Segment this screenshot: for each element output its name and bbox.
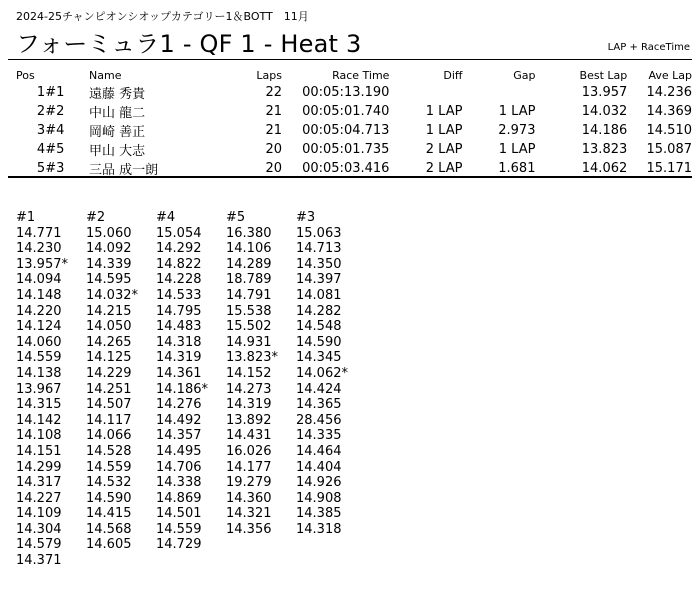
lap-column <box>86 210 156 553</box>
lap-time: 14.092 <box>86 241 132 257</box>
table-row <box>16 83 692 102</box>
lap-time: 14.276 <box>156 397 202 413</box>
lap-time: 14.230 <box>16 241 62 257</box>
lap-time: 14.559 <box>156 521 202 537</box>
cell-ave-lap: 14.510 <box>646 123 692 138</box>
cell-diff: 2 LAP <box>425 142 463 157</box>
col-header-pos: Pos <box>16 69 35 82</box>
lap-time: 14.335 <box>296 428 342 444</box>
lap-column <box>226 210 296 537</box>
lap-time: 14.289 <box>226 256 272 272</box>
lap-time: 14.791 <box>226 287 272 303</box>
cell-diff: 2 LAP <box>425 161 463 176</box>
lap-time: 14.265 <box>86 334 132 350</box>
lap-time: 14.590 <box>86 490 132 506</box>
lap-time: 14.507 <box>86 397 132 413</box>
cell-gap: 1.681 <box>498 161 536 176</box>
cell-diff: 1 LAP <box>425 104 463 119</box>
lap-column-header: #5 <box>226 210 246 225</box>
lap-column <box>16 210 86 569</box>
lap-time: 14.548 <box>296 319 342 335</box>
lap-time: 16.026 <box>226 443 272 459</box>
lap-time: 15.502 <box>226 319 272 335</box>
lap-time: 14.315 <box>16 397 62 413</box>
cell-ave-lap: 15.171 <box>646 161 692 176</box>
cell-driver-name: 岡崎 善正 <box>89 125 146 140</box>
cell-race-time: 00:05:01.740 <box>302 104 390 119</box>
lap-time: 18.789 <box>226 272 272 288</box>
lap-time: 14.371 <box>16 553 62 569</box>
lap-time: 14.151 <box>16 443 62 459</box>
cell-laps: 21 <box>265 104 282 119</box>
lap-time: 14.495 <box>156 443 202 459</box>
lap-time: 14.590 <box>296 334 342 350</box>
lap-time: 14.319 <box>156 350 202 366</box>
cell-gap <box>462 83 535 102</box>
cell-laps: 22 <box>265 85 282 100</box>
cell-car-number: #4 <box>45 123 65 138</box>
lap-time: 14.528 <box>86 443 132 459</box>
col-header-diff: Diff <box>443 69 463 82</box>
lap-time: 14.365 <box>296 397 342 413</box>
cell-pos: 1 <box>36 85 46 100</box>
event-subtitle: 2024-25チャンピオンシオップカテゴリー1＆BOTT 11月 <box>16 10 309 23</box>
lap-column <box>296 210 366 537</box>
cell-driver-name: 遠藤 秀貴 <box>89 87 146 102</box>
col-header-number <box>45 68 89 83</box>
lap-time: 13.892 <box>226 412 272 428</box>
lap-time: 14.361 <box>156 365 202 381</box>
col-header-race-time: Race Time <box>332 69 390 82</box>
lap-time: 14.771 <box>16 225 62 241</box>
table-row <box>16 121 692 140</box>
lap-column <box>156 210 226 553</box>
cell-car-number: #5 <box>45 142 65 157</box>
lap-time: 14.108 <box>16 428 62 444</box>
lap-time: 14.568 <box>86 521 132 537</box>
cell-race-time: 00:05:01.735 <box>302 142 390 157</box>
cell-race-time: 00:05:03.416 <box>302 161 390 176</box>
col-header-gap: Gap <box>513 69 536 82</box>
lap-time: 14.304 <box>16 521 62 537</box>
cell-gap: 1 LAP <box>498 104 536 119</box>
cell-best-lap: 13.823 <box>581 142 628 157</box>
lap-time: 14.081 <box>296 287 342 303</box>
lap-time: 14.152 <box>226 365 272 381</box>
lap-time: 14.228 <box>156 272 202 288</box>
lap-time: 14.251 <box>86 381 132 397</box>
lap-time: 14.415 <box>86 506 132 522</box>
lap-time: 14.385 <box>296 506 342 522</box>
cell-race-time: 00:05:04.713 <box>302 123 390 138</box>
cell-diff <box>389 83 462 102</box>
lap-time: 14.094 <box>16 272 62 288</box>
cell-pos: 4 <box>36 142 46 157</box>
lap-time: 14.050 <box>86 319 132 335</box>
col-header-ave-lap: Ave Lap <box>648 69 692 82</box>
lap-time: 14.501 <box>156 506 202 522</box>
cell-gap: 2.973 <box>498 123 536 138</box>
cell-pos: 3 <box>36 123 46 138</box>
lap-time: 14.559 <box>86 459 132 475</box>
lap-time: 14.357 <box>156 428 202 444</box>
lap-time: 14.032* <box>86 287 138 303</box>
cell-laps: 20 <box>265 161 282 176</box>
lap-time: 14.350 <box>296 256 342 272</box>
lap-time: 14.397 <box>296 272 342 288</box>
lap-time: 14.706 <box>156 459 202 475</box>
table-row <box>16 102 692 121</box>
lap-time: 14.822 <box>156 256 202 272</box>
cell-ave-lap: 14.369 <box>646 104 692 119</box>
cell-ave-lap: 15.087 <box>646 142 692 157</box>
cell-car-number: #2 <box>45 104 65 119</box>
results-header-row <box>16 68 692 83</box>
lap-time: 14.318 <box>156 334 202 350</box>
lap-time: 14.106 <box>226 241 272 257</box>
lap-time: 14.215 <box>86 303 132 319</box>
lap-time: 14.559 <box>16 350 62 366</box>
lap-time: 14.729 <box>156 537 202 553</box>
lap-time: 14.579 <box>16 537 62 553</box>
lap-time: 15.060 <box>86 225 132 241</box>
lap-time: 14.869 <box>156 490 202 506</box>
lap-time: 14.713 <box>296 241 342 257</box>
cell-driver-name: 中山 龍二 <box>89 106 146 121</box>
cell-best-lap: 13.957 <box>581 85 628 100</box>
report-mode-label: LAP + RaceTime <box>607 42 690 53</box>
cell-driver-name: 甲山 大志 <box>89 144 146 159</box>
lap-time: 14.321 <box>226 506 272 522</box>
lap-time: 15.054 <box>156 225 202 241</box>
lap-time: 14.060 <box>16 334 62 350</box>
lap-time: 14.338 <box>156 475 202 491</box>
lap-time: 14.492 <box>156 412 202 428</box>
lap-time: 13.967 <box>16 381 62 397</box>
cell-best-lap: 14.032 <box>581 104 628 119</box>
results-divider <box>8 176 692 178</box>
col-header-best-lap: Best Lap <box>579 69 628 82</box>
lap-time: 14.148 <box>16 287 62 303</box>
lap-time: 14.138 <box>16 365 62 381</box>
lap-time: 14.292 <box>156 241 202 257</box>
lap-time: 14.345 <box>296 350 342 366</box>
cell-car-number: #3 <box>45 161 65 176</box>
lap-time: 14.177 <box>226 459 272 475</box>
lap-column-header: #3 <box>296 210 316 225</box>
cell-laps: 21 <box>265 123 282 138</box>
lap-time: 15.063 <box>296 225 342 241</box>
lap-column-header: #4 <box>156 210 176 225</box>
lap-time: 14.360 <box>226 490 272 506</box>
lap-time: 14.062* <box>296 365 348 381</box>
lap-time: 14.273 <box>226 381 272 397</box>
lap-time: 14.926 <box>296 475 342 491</box>
lap-time: 14.317 <box>16 475 62 491</box>
lap-time: 14.483 <box>156 319 202 335</box>
lap-time: 14.605 <box>86 537 132 553</box>
lap-time: 14.125 <box>86 350 132 366</box>
lap-time: 14.109 <box>16 506 62 522</box>
cell-race-time: 00:05:13.190 <box>302 85 390 100</box>
lap-time: 14.318 <box>296 521 342 537</box>
lap-time: 14.186* <box>156 381 208 397</box>
lap-time: 16.380 <box>226 225 272 241</box>
lap-time: 14.319 <box>226 397 272 413</box>
lap-time: 14.227 <box>16 490 62 506</box>
cell-ave-lap: 14.236 <box>646 85 692 100</box>
cell-car-number: #1 <box>45 85 65 100</box>
lap-time: 14.908 <box>296 490 342 506</box>
lap-time: 14.404 <box>296 459 342 475</box>
lap-time: 14.464 <box>296 443 342 459</box>
lap-time: 13.823* <box>226 350 278 366</box>
lap-column-header: #1 <box>16 210 36 225</box>
lap-time: 14.795 <box>156 303 202 319</box>
cell-pos: 5 <box>36 161 46 176</box>
lap-time: 14.533 <box>156 287 202 303</box>
page-title: フォーミュラ1 - QF 1 - Heat 3 <box>16 30 362 58</box>
cell-pos: 2 <box>36 104 46 119</box>
cell-diff: 1 LAP <box>425 123 463 138</box>
lap-column-header: #2 <box>86 210 106 225</box>
lap-time: 14.931 <box>226 334 272 350</box>
lap-time: 14.339 <box>86 256 132 272</box>
lap-time: 14.532 <box>86 475 132 491</box>
lap-time: 14.595 <box>86 272 132 288</box>
lap-time: 13.957* <box>16 256 68 272</box>
lap-time: 14.229 <box>86 365 132 381</box>
lap-time: 14.424 <box>296 381 342 397</box>
cell-best-lap: 14.062 <box>581 161 628 176</box>
cell-laps: 20 <box>265 142 282 157</box>
lap-time: 14.220 <box>16 303 62 319</box>
lap-time: 14.117 <box>86 412 132 428</box>
cell-gap: 1 LAP <box>498 142 536 157</box>
lap-time: 14.282 <box>296 303 342 319</box>
lap-time: 28.456 <box>296 412 342 428</box>
cell-driver-name: 三品 成一朗 <box>89 163 159 178</box>
lap-time: 14.124 <box>16 319 62 335</box>
lap-time: 14.299 <box>16 459 62 475</box>
lap-time: 15.538 <box>226 303 272 319</box>
lap-time: 14.356 <box>226 521 272 537</box>
table-row <box>16 140 692 159</box>
header-divider <box>8 59 692 60</box>
results-table <box>16 68 692 178</box>
lap-time: 14.142 <box>16 412 62 428</box>
lap-time: 14.066 <box>86 428 132 444</box>
col-header-laps: Laps <box>256 69 282 82</box>
col-header-name: Name <box>89 69 122 82</box>
cell-best-lap: 14.186 <box>581 123 628 138</box>
lap-time: 14.431 <box>226 428 272 444</box>
lap-time: 19.279 <box>226 475 272 491</box>
